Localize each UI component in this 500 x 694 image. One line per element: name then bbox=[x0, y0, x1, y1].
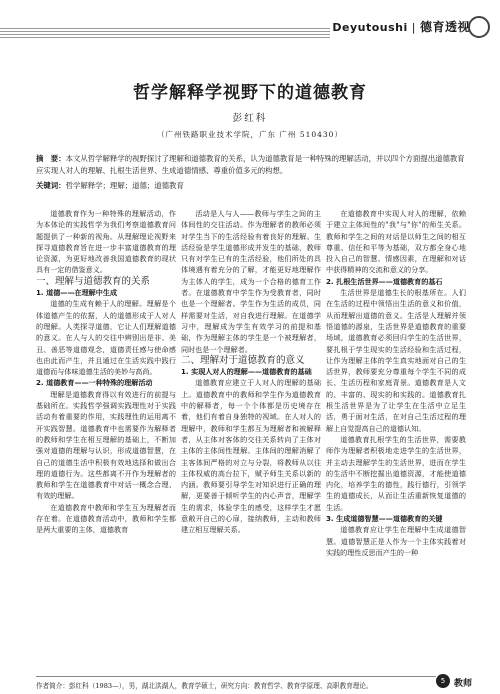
section-heading: 二、理解对于道德教育的意义 bbox=[181, 354, 305, 366]
author-affiliation: （广州铁路职业技术学院，广东 广州 510430） bbox=[157, 130, 343, 139]
section-heading: 一、理解与道德教育的关系 bbox=[36, 275, 151, 287]
footer-rule bbox=[36, 676, 436, 677]
subsection-heading: 2. 道德教育——一种特殊的理解活动 bbox=[36, 378, 153, 388]
subsection-heading: 1. 道德——在理解中生成 bbox=[36, 288, 118, 298]
abstract bbox=[36, 153, 466, 177]
subsection-heading: 2. 扎根生活世界——道德教育的基石 bbox=[326, 276, 443, 286]
paragraph: 理解是道德教育得以有效进行的前提与基础所在。实践哲学强调实践理性对于实践活动有着重要的作用，实践理性的运用离不开实践智慧。道德教育中也需要作为解释者的教师和学生在相互理解的基础上，不断加强对道德的理解与认识，形成道德智慧，在自己的道德生活中积极有效地选择和做出合理的道德行为。这些都离不开作为理解者的教师和学生在道德教育中对话一概念合理、有效的理解。 bbox=[36, 389, 176, 501]
paragraph: 道德教育扎根学生的生活世界，需要教师作为理解者积极地走进学生的生活世界，并主动去理解学生的生活世界，进而在学生的生活中不断挖掘出道德资源，才能使道德内化，培养学生的德性，践行德行，引领学生的道德成长，从而让生活重新恢复道德的生活。 bbox=[326, 434, 466, 512]
logo-icon bbox=[468, 16, 490, 38]
author-name: 彭红科 bbox=[232, 113, 268, 124]
subsection-heading: 3. 生成道德智慧——道德教育的关键 bbox=[326, 514, 443, 524]
paragraph: 在道德教育中实现人对人的理解，依赖于建立主体间性的"我"与"你"的师生关系。教师和学生之间的对话是以师生之间的相互尊重、信任和平等为基础，双方都全身心地投入自己的智慧、情感因素，在理解和对话中获得精神的交流和意义的分享。 bbox=[326, 209, 466, 275]
column-2 bbox=[181, 208, 321, 536]
paragraph: 道德的生成有赖于人的理解。理解是个体道德产生的依据，人的道德形成于人对人的理解。人类探寻道德，它让人们理解道德的意义。在人与人的交往中辨别出是非、美丑、善恶等道德观念，道德责任感与使命感也由此而产生，并且通过在生活实践中践行道德而与体味道德生活的美妙与高尚。 bbox=[36, 299, 176, 377]
page-number: 5 bbox=[436, 674, 450, 688]
author-bio-footnote: 作者简介：彭红科（1983—），男，湖北洪湖人，教育学硕士，研究方向：教育哲学、教育学原理、高职教育理论。 bbox=[36, 682, 373, 690]
paragraph: 在道德教育中教师和学生互为理解者而存在着。在道德教育活动中，教师和学生都是两大重要的主体，道德教育 bbox=[36, 502, 176, 535]
paragraph: 道德教育应让学生在理解中生成道德智慧。道德智慧正是人作为一个主体实践着对实践的理性反思而产生的一种 bbox=[326, 525, 466, 557]
section-name: 德育透视 bbox=[419, 20, 470, 34]
keywords-text: 哲学解释学；理解；道德；道德教育 bbox=[65, 181, 184, 190]
header-rule-lines bbox=[0, 28, 330, 42]
header-text: Deyutoushi | 德育透视 bbox=[332, 20, 470, 34]
footer-magazine-mark: 教师 bbox=[454, 679, 473, 689]
subsection-heading: 1. 实现人对人的理解——道德教育的基础 bbox=[181, 367, 312, 377]
article-title: 哲学解释学视野下的道德教育 bbox=[133, 83, 367, 103]
page-header bbox=[0, 6, 500, 40]
abstract-text: 本文从哲学解释学的视野探讨了理解和道德教育的关系，认为道德教育是一种特殊的理解活动，并以四个方面提出道德教育应实现人对人的理解、扎根生活世界、生成道德情感、尊重价值多元的构想。 bbox=[36, 154, 465, 175]
paragraph: 生活世界是道德生长的根基所在。人们在生活的过程中领悟出生活的意义和价值，从而理解出道德的意义。生活是人理解并领悟道德的源泉，生活世界是道德教育的重要场域，道德教育必须回归学生的生活世界，要扎根于学生现实的生活经验和生活过程，让作为理解主体的学生真实地面对自己的生活世界，教师要充分尊重每个学生不同的成长、生活历程和家庭背景。道德教育是人文的、丰富的、现实的和实践的。道德教育扎根生活世界是为了让学生在生活中立足生活，勇于面对生活，在对自己生活过程的理解上自觉提高自己的道德认知。 bbox=[326, 288, 466, 433]
column-1 bbox=[36, 208, 176, 536]
keywords-label: 关键词： bbox=[36, 181, 66, 190]
column-3 bbox=[326, 208, 466, 558]
paragraph: 活动是人与人——教师与学生之间的主体间性的交往活动。作为理解者的教师必须对学生当下的生活经验有着良好的理解。生活经验是学生道德形成并发生的基础，教师只有对学生已有的生活经验，他们所处的具体境遇有着充分的了解，才能更好地理解作为主体人的学生，成为一个合格的德育工作者。在道德教育中学生作为受教育者，同时也是一个理解者。学生作为生活的成员，同样需要对生活，对自我进行理解。在道德学习中，理解成为学生有效学习的前提和基础，作为理解主体的学生是一个被理解者，同时也是一个理解者。 bbox=[181, 209, 321, 354]
paragraph: 道德教育作为一种特殊的理解活动，作为本体论的实践哲学为我们考察道德教育问题提供了一种新的视角。从理解理论视野来探寻道德教育旨在进一步丰富道德教育的理论资源，为更好地改善我国道德教育的现状具有一定的借鉴意义。 bbox=[36, 209, 176, 275]
magazine-name: Deyutoushi bbox=[332, 21, 408, 34]
paragraph: 道德教育应建立于人对人的理解的基础上。道德教育中的教师和学生作为道德教育中的解释者，每一个个体都是历史境存在着，他们有着自身独特的视域。在人对人的理解中，教师和学生都互为理解者和被解释者，从主体对客体的交往关系转向了主体对主体的主体间性理解。主体间的理解消解了主客体间严格的对立与分裂，将教师从以往主体权威的高台拉下，赋予师生关系以新的内涵。教师要引导学生对知识进行正确的理解，更要善于倾听学生的内心声音，理解学生的需求，体验学生的感受，这样学生才愿意敞开自己的心扉，接纳教师，主动和教师建立相互理解关系。 bbox=[181, 378, 321, 535]
abstract-label: 摘 要： bbox=[36, 154, 66, 163]
keywords bbox=[36, 180, 466, 191]
